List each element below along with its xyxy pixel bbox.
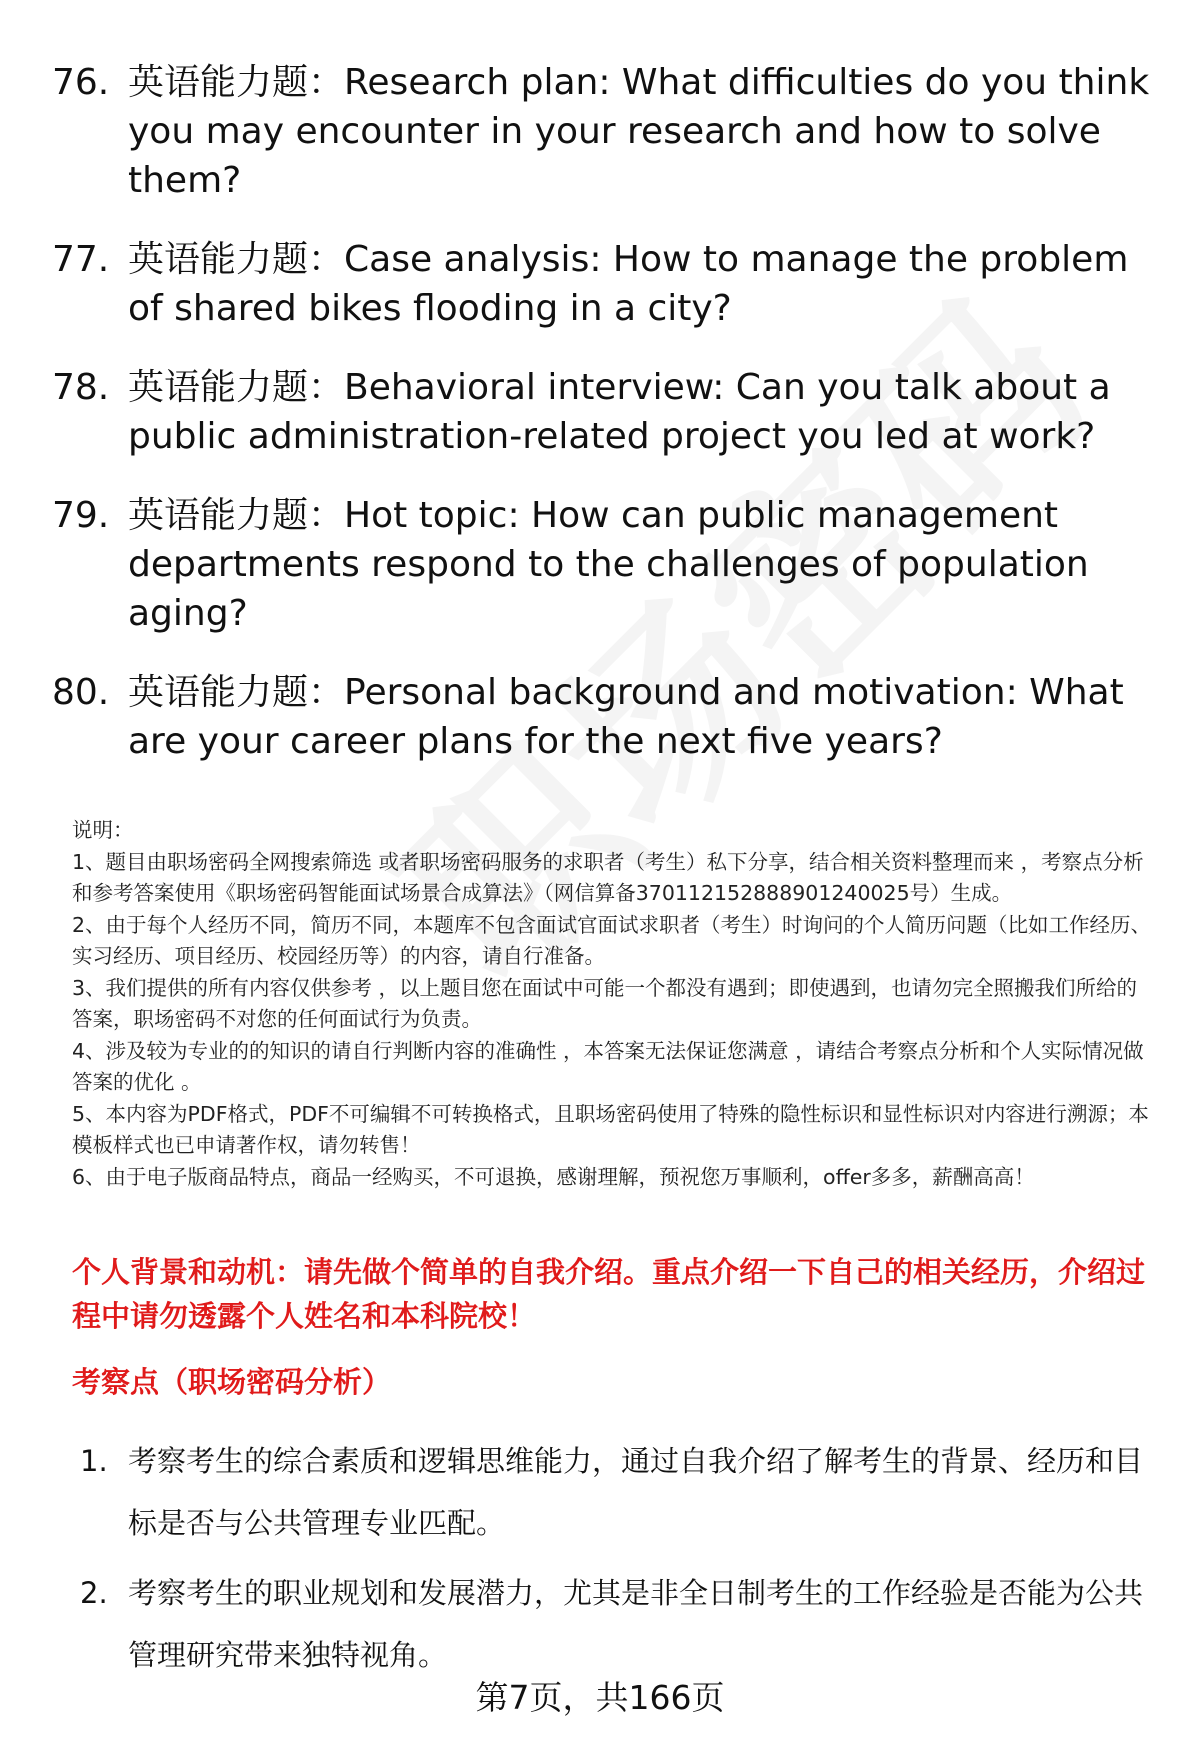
question-number: 79.: [52, 495, 110, 536]
question-text: [128, 58, 1152, 205]
question-number: 77.: [52, 239, 110, 280]
question-body: Behavioral interview: Can you talk about a public administration-related project you led at work?: [128, 367, 1111, 457]
question-item: [52, 363, 1152, 461]
question-item: [52, 235, 1152, 333]
question-body: Personal background and motivation: What are your career plans for the next five years?: [128, 672, 1124, 762]
question-list: [52, 58, 1152, 796]
note-item: 2、由于每个人经历不同，简历不同，本题库不包含面试官面试求职者（考生）时询问的个人简历问题（比如工作经历、实习经历、项目经历、校园经历等）的内容，请自行准备。: [72, 912, 1152, 968]
question-item: [52, 491, 1152, 638]
analysis-point: [80, 1562, 1160, 1686]
note-item: 3、我们提供的所有内容仅供参考 ，以上题目您在面试中可能一个都没有遇到；即使遇到，也请勿完全照搬我们所给的答案，职场密码不对您的任何面试行为负责。: [72, 975, 1138, 1031]
question-tag: 英语能力题：: [128, 672, 345, 713]
notes-section: [72, 815, 1157, 1193]
question-number: 80.: [52, 672, 110, 713]
point-number: 1.: [80, 1444, 108, 1478]
question-tag: 英语能力题：: [128, 239, 345, 280]
note-item: 1、题目由职场密码全网搜索筛选 或者职场密码服务的求职者（考生）私下分享，结合相关资料整理而来 ，考察点分析和参考答案使用《职场密码智能面试场景合成算法》（网信算备370112152888901240025号）生成。: [72, 849, 1144, 905]
question-tag: 英语能力题：: [128, 367, 345, 408]
analysis-points: [80, 1430, 1160, 1694]
question-tag: 英语能力题：: [128, 62, 345, 103]
question-text: [128, 235, 1152, 333]
analysis-point: [80, 1430, 1160, 1554]
note-item: 6、由于电子版商品特点，商品一经购买，不可退换，感谢理解，预祝您万事顺利，offer多多，薪酬高高！: [72, 1164, 1035, 1189]
point-number: 2.: [80, 1576, 108, 1610]
notes-heading: 说明：: [72, 818, 134, 842]
question-body: Hot topic: How can public management departments respond to the challenges of population aging?: [128, 495, 1089, 634]
question-number: 78.: [52, 367, 110, 408]
note-item: 4、涉及较为专业的的知识的请自行判断内容的准确性 ，本答案无法保证您满意 ，请结合考察点分析和个人实际情况做答案的优化 。: [72, 1038, 1144, 1094]
note-item: 5、本内容为PDF格式，PDF不可编辑不可转换格式，且职场密码使用了特殊的隐性标识和显性标识对内容进行溯源；本模板样式也已申请著作权，请勿转售！: [72, 1101, 1149, 1157]
point-text: 考察考生的职业规划和发展潜力，尤其是非全日制考生的工作经验是否能为公共管理研究带来独特视角。: [128, 1576, 1144, 1672]
question-item: [52, 668, 1152, 766]
question-text: [128, 668, 1152, 766]
analysis-heading: 考察点（职场密码分析）: [72, 1365, 392, 1399]
question-item: [52, 58, 1152, 205]
point-text: 考察考生的综合素质和逻辑思维能力，通过自我介绍了解考生的背景、经历和目标是否与公共管理专业匹配。: [128, 1444, 1144, 1540]
question-tag: 英语能力题：: [128, 495, 345, 536]
question-body: Research plan: What difficulties do you think you may encounter in your research and how to solve them?: [128, 62, 1150, 201]
question-number: 76.: [52, 62, 110, 103]
featured-question: 个人背景和动机：请先做个简单的自我介绍。重点介绍一下自己的相关经历，介绍过程中请勿透露个人姓名和本科院校！: [72, 1255, 1146, 1333]
page-footer: 第7页，共166页: [475, 1678, 725, 1717]
question-body: Case analysis: How to manage the problem of shared bikes flooding in a city?: [128, 239, 1129, 329]
question-text: [128, 363, 1152, 461]
question-text: [128, 491, 1152, 638]
